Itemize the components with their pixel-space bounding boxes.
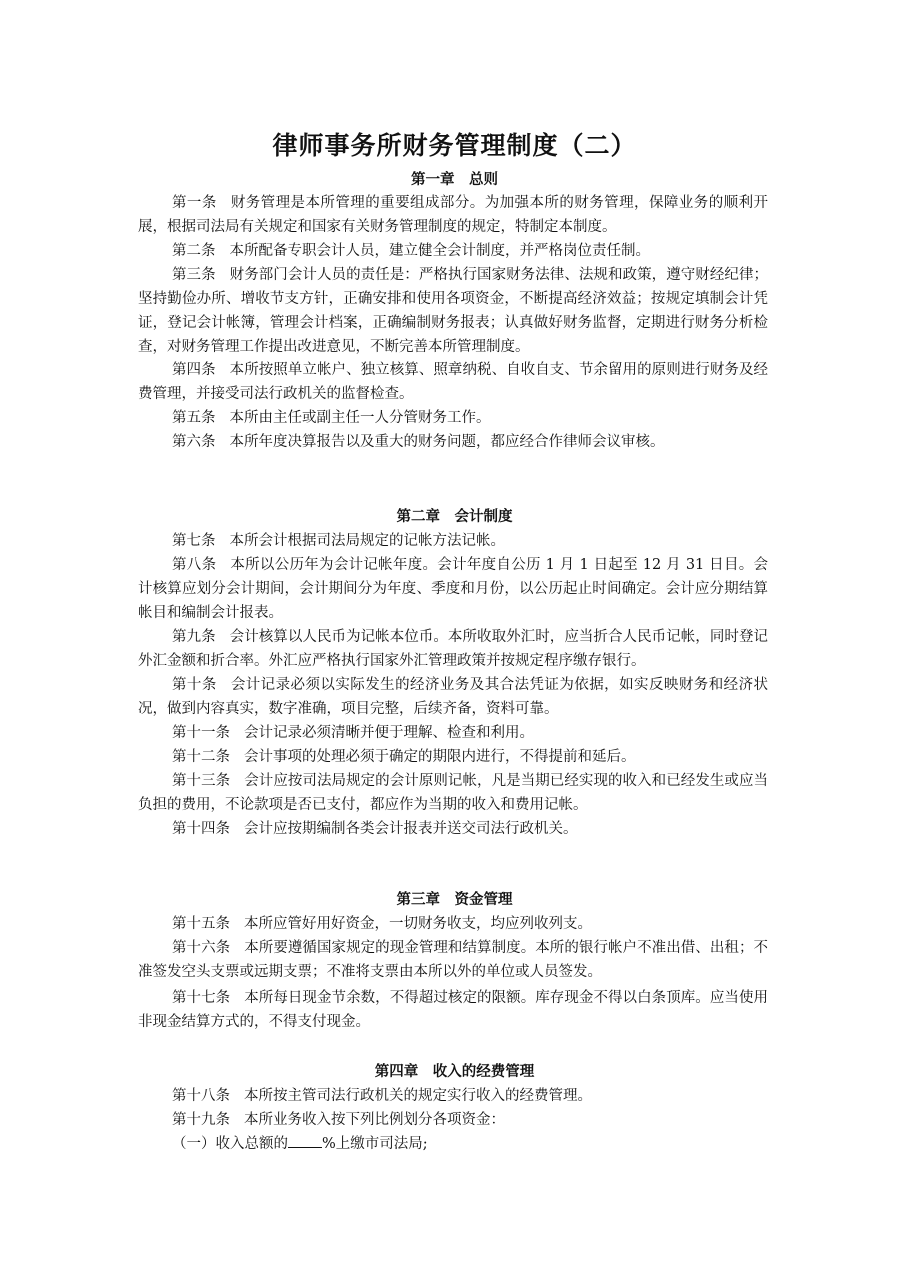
article-text: 会计应按期编制各类会计报表并送交司法行政机关。 bbox=[244, 821, 578, 837]
article-text: 本所要遵循国家规定的现金管理和结算制度。本所的银行帐户不准出借、出租；不准签发空头支票或远期支票；不准将支票由本所以外的单位或人员签发。 bbox=[138, 940, 769, 980]
article bbox=[138, 912, 768, 936]
article-number: 第十一条 bbox=[172, 725, 230, 741]
article bbox=[138, 430, 768, 454]
item-suffix: %上缴市司法局; bbox=[322, 1136, 428, 1152]
article-text: 会计事项的处理必须于确定的期限内进行，不得提前和延后。 bbox=[244, 749, 636, 765]
article-text: 本所由主任或副主任一人分管财务工作。 bbox=[229, 410, 491, 426]
article-number: 第十条 bbox=[172, 677, 217, 693]
article-text: 本所按主管司法行政机关的规定实行收入的经费管理。 bbox=[244, 1088, 592, 1104]
article-text: 会计应按司法局规定的会计原则记帐，凡是当期已经实现的收入和已经发生或应当负担的费用，不论款项是否已支付，都应作为当期的收入和费用记帐。 bbox=[138, 773, 769, 813]
article bbox=[138, 721, 768, 745]
article-text: 本所按照单立帐户、独立核算、照章纳税、自收自支、节余留用的原则进行财务及经费管理，并接受司法行政机关的监督检查。 bbox=[138, 362, 768, 402]
article-text: 本所年度决算报告以及重大的财务问题，都应经合作律师会议审核。 bbox=[229, 434, 665, 450]
article-text: 财务部门会计人员的责任是：严格执行国家财务法律、法规和政策，遵守财经纪律；坚持勤俭办所、增收节支方针，正确安排和使用各项资金，不断提高经济效益；按规定填制会计凭证，登记会计帐簿，管理会计档案，正确编制财务报表；认真做好财务监督，定期进行财务分析检查，对财务管理工作提出改进意见，不断完善本所管理制度。 bbox=[138, 267, 768, 355]
article-text: 会计记录必须以实际发生的经济业务及其合法凭证为依据，如实反映财务和经济状况，做到内容真实，数字准确，项目完整，后续齐备，资料可靠。 bbox=[138, 677, 769, 717]
fill-in-blank bbox=[288, 1133, 322, 1148]
chapter-heading: 第一章 总则 bbox=[411, 172, 498, 188]
article-text: 会计核算以人民币为记帐本位币。本所收取外汇时，应当折合人民币记帐，同时登记外汇金额和折合率。外汇应严格执行国家外汇管理政策并按规定程序缴存银行。 bbox=[138, 629, 768, 669]
article bbox=[138, 239, 768, 263]
article bbox=[138, 358, 768, 406]
article-text: 本所配备专职会计人员，建立健全会计制度，并严格岗位责任制。 bbox=[229, 243, 650, 259]
article bbox=[138, 625, 768, 673]
article-number: 第九条 bbox=[172, 629, 216, 645]
chapter-heading: 第二章 会计制度 bbox=[396, 509, 513, 525]
article-number: 第十八条 bbox=[172, 1088, 230, 1104]
article bbox=[138, 986, 768, 1034]
article-number: 第十四条 bbox=[172, 821, 230, 837]
article-number: 第八条 bbox=[172, 557, 217, 573]
article bbox=[138, 673, 768, 721]
article bbox=[138, 529, 768, 553]
article bbox=[138, 553, 768, 625]
article-text: 本所每日现金节余数，不得超过核定的限额。库存现金不得以白条顶库。应当使用非现金结算方式的，不得支付现金。 bbox=[138, 990, 769, 1030]
article-number: 第十六条 bbox=[172, 940, 231, 956]
article bbox=[138, 817, 768, 841]
chapter-heading: 第四章 收入的经费管理 bbox=[374, 1064, 535, 1080]
article-number: 第二条 bbox=[172, 243, 216, 259]
article-number: 第十三条 bbox=[172, 773, 231, 789]
article-text: 本所业务收入按下列比例划分各项资金： bbox=[244, 1112, 505, 1128]
article-number: 第七条 bbox=[172, 533, 216, 549]
article bbox=[138, 1084, 768, 1108]
article bbox=[138, 263, 768, 359]
article bbox=[138, 191, 768, 239]
article-number: 第十五条 bbox=[172, 916, 230, 932]
article bbox=[138, 1108, 768, 1132]
chapter-heading: 第三章 资金管理 bbox=[396, 892, 513, 908]
article-text: 财务管理是本所管理的重要组成部分。为加强本所的财务管理，保障业务的顺利开展，根据司法局有关规定和国家有关财务管理制度的规定，特制定本制度。 bbox=[138, 195, 769, 235]
article bbox=[138, 936, 768, 984]
article-text: 本所应管好用好资金，一切财务收支，均应列收列支。 bbox=[244, 916, 592, 932]
article bbox=[138, 769, 768, 817]
article-number: 第十二条 bbox=[172, 749, 230, 765]
list-item bbox=[138, 1132, 768, 1156]
article-number: 第三条 bbox=[172, 267, 216, 283]
article-number: 第五条 bbox=[172, 410, 216, 426]
article-text: 本所会计根据司法局规定的记帐方法记帐。 bbox=[229, 533, 505, 549]
article-number: 第十九条 bbox=[172, 1112, 230, 1128]
article bbox=[138, 406, 768, 430]
article-number: 第十七条 bbox=[172, 990, 231, 1006]
article-number: 第六条 bbox=[172, 434, 216, 450]
article-number: 第一条 bbox=[172, 195, 217, 211]
item-prefix: （一）收入总额的 bbox=[172, 1136, 288, 1152]
article-number: 第四条 bbox=[172, 362, 216, 378]
document-title: 律师事务所财务管理制度（二） bbox=[272, 131, 637, 160]
article bbox=[138, 745, 768, 769]
article-text: 会计记录必须清晰并便于理解、检查和利用。 bbox=[244, 725, 534, 741]
article-text: 本所以公历年为会计记帐年度。会计年度自公历 1 月 1 日起至 12 月 31 日目。会计核算应划分会计期间，会计期间分为年度、季度和月份，以公历起止时间确定。会计应分期结算帐目和编制会计报表。 bbox=[138, 557, 769, 621]
